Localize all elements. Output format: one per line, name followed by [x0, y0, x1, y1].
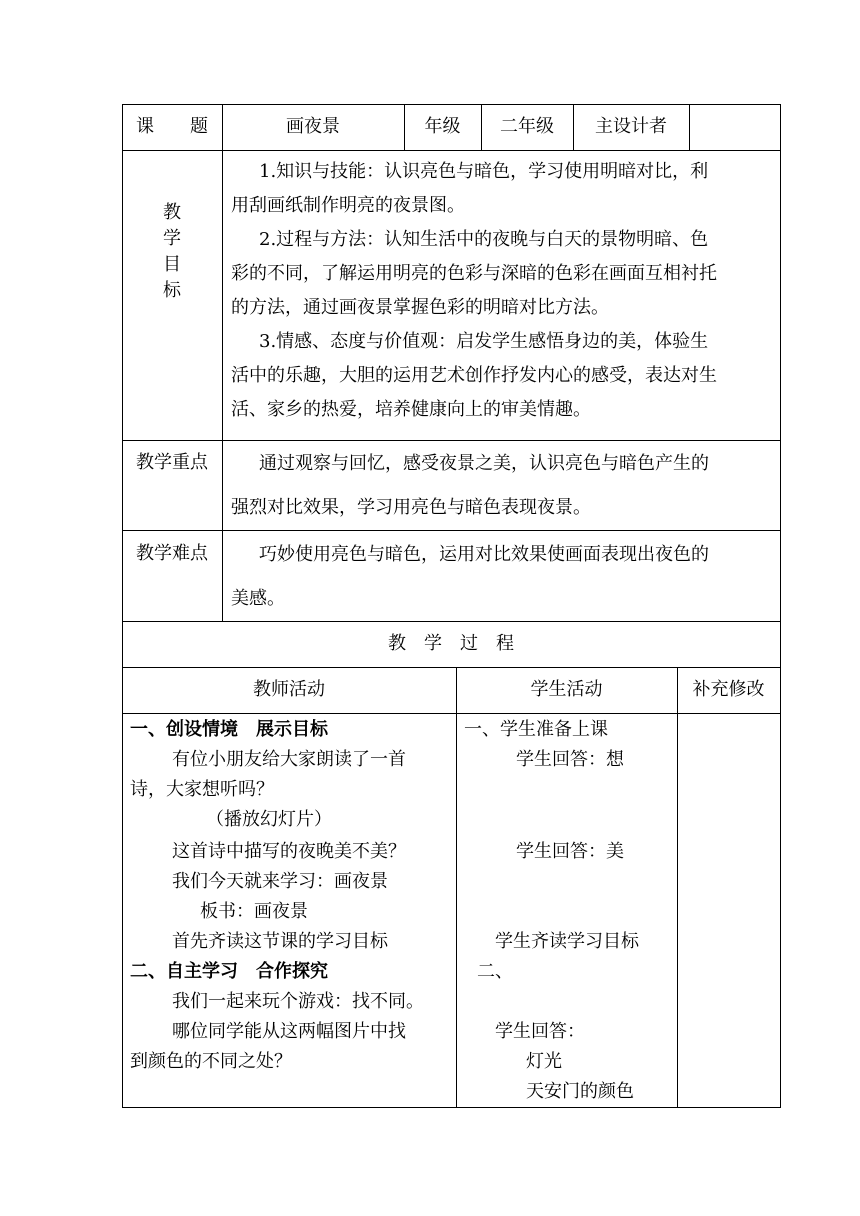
objectives-line: 活中的乐趣，大胆的运用艺术创作抒发内心的感受，表达对生	[231, 365, 717, 386]
subject-value: 画夜景	[286, 116, 340, 137]
teacher-line: 到颜色的不同之处？	[130, 1051, 292, 1072]
teacher-line: 我们一起来玩个游戏：找不同。	[172, 991, 424, 1012]
student-line: 学生回答：	[495, 1021, 585, 1042]
objectives-label-char: 目	[163, 254, 181, 275]
objectives-label-char: 教	[163, 202, 181, 223]
student-line: 学生回答：想	[516, 749, 624, 770]
objectives-label-char: 学	[163, 228, 181, 249]
teacher-section-heading: 一、创设情境 展示目标	[130, 719, 328, 740]
col-divider-teacher-student	[456, 667, 457, 1108]
key-points-line: 强烈对比效果，学习用亮色与暗色表现夜景。	[231, 497, 591, 518]
objectives-text	[231, 155, 776, 427]
table-border-bottom	[122, 1107, 781, 1108]
teacher-line: 我们今天就来学习：画夜景	[172, 871, 388, 892]
objectives-line: 的方法，通过画夜景掌握色彩的明暗对比方法。	[231, 297, 609, 318]
row-divider-process-header	[122, 667, 781, 668]
key-points-text	[231, 442, 776, 530]
student-line: 一、学生准备上课	[464, 719, 608, 740]
objectives-line: 3.情感、态度与价值观：启发学生感悟身边的美，体验生	[259, 331, 709, 352]
teacher-section-heading: 二、自主学习 合作探究	[130, 961, 328, 982]
key-points-label: 教学重点	[136, 452, 208, 473]
grade-value: 二年级	[500, 116, 554, 137]
row-divider-objectives	[122, 150, 781, 151]
table-border-right	[780, 104, 781, 1108]
grade-label: 年级	[424, 116, 461, 137]
key-points-line: 通过观察与回忆，感受夜景之美，认识亮色与暗色产生的	[259, 453, 709, 474]
objectives-label	[157, 200, 187, 304]
designer-label: 主设计者	[595, 116, 667, 137]
student-line: 灯光	[526, 1051, 562, 1072]
row-divider-difficulties	[122, 530, 781, 531]
col-student-header: 学生活动	[530, 679, 603, 700]
row-divider-process-title	[122, 621, 781, 622]
col-notes-header: 补充修改	[692, 679, 765, 700]
objectives-line: 彩的不同，了解运用明亮的色彩与深暗的色彩在画面互相衬托	[231, 263, 717, 284]
subject-label: 课 题	[136, 116, 208, 137]
col-teacher-header: 教师活动	[253, 679, 325, 700]
objectives-line: 用刮画纸制作明亮的夜景图。	[231, 195, 465, 216]
objectives-line: 2.过程与方法：认知生活中的夜晚与白天的景物明暗、色	[259, 229, 709, 250]
objectives-line: 1.知识与技能：认识亮色与暗色，学习使用明暗对比，利	[259, 161, 709, 182]
col-divider-label	[222, 104, 223, 621]
teacher-line: 这首诗中描写的夜晚美不美？	[172, 841, 406, 862]
teacher-line: 有位小朋友给大家朗读了一首	[172, 749, 406, 770]
difficulties-line: 美感。	[231, 588, 285, 609]
teacher-line: 哪位同学能从这两幅图片中找	[172, 1021, 406, 1042]
col-divider-designer-value	[689, 104, 690, 150]
difficulties-label: 教学难点	[136, 543, 208, 564]
row-divider-process-body	[122, 713, 781, 714]
row-divider-keypoints	[122, 440, 781, 441]
table-border-top	[122, 104, 781, 105]
teacher-line: 诗，大家想听吗？	[130, 779, 274, 800]
process-title: 教 学 过 程	[388, 633, 514, 654]
student-line: 学生齐读学习目标	[495, 931, 639, 952]
teacher-line: （播放幻灯片）	[206, 809, 332, 830]
difficulties-text	[231, 533, 776, 621]
student-line: 学生回答：美	[516, 841, 624, 862]
difficulties-line: 巧妙使用亮色与暗色，运用对比效果使画面表现出夜色的	[259, 544, 709, 565]
objectives-line: 活、家乡的热爱，培养健康向上的审美情趣。	[231, 399, 591, 420]
student-line: 天安门的颜色	[526, 1081, 634, 1102]
teacher-line: 板书：画夜景	[200, 901, 308, 922]
objectives-label-char: 标	[163, 280, 181, 301]
table-border-left	[122, 104, 123, 1108]
student-line: 二、	[477, 961, 513, 982]
teacher-line: 首先齐读这节课的学习目标	[172, 931, 388, 952]
col-divider-student-notes	[677, 667, 678, 1108]
